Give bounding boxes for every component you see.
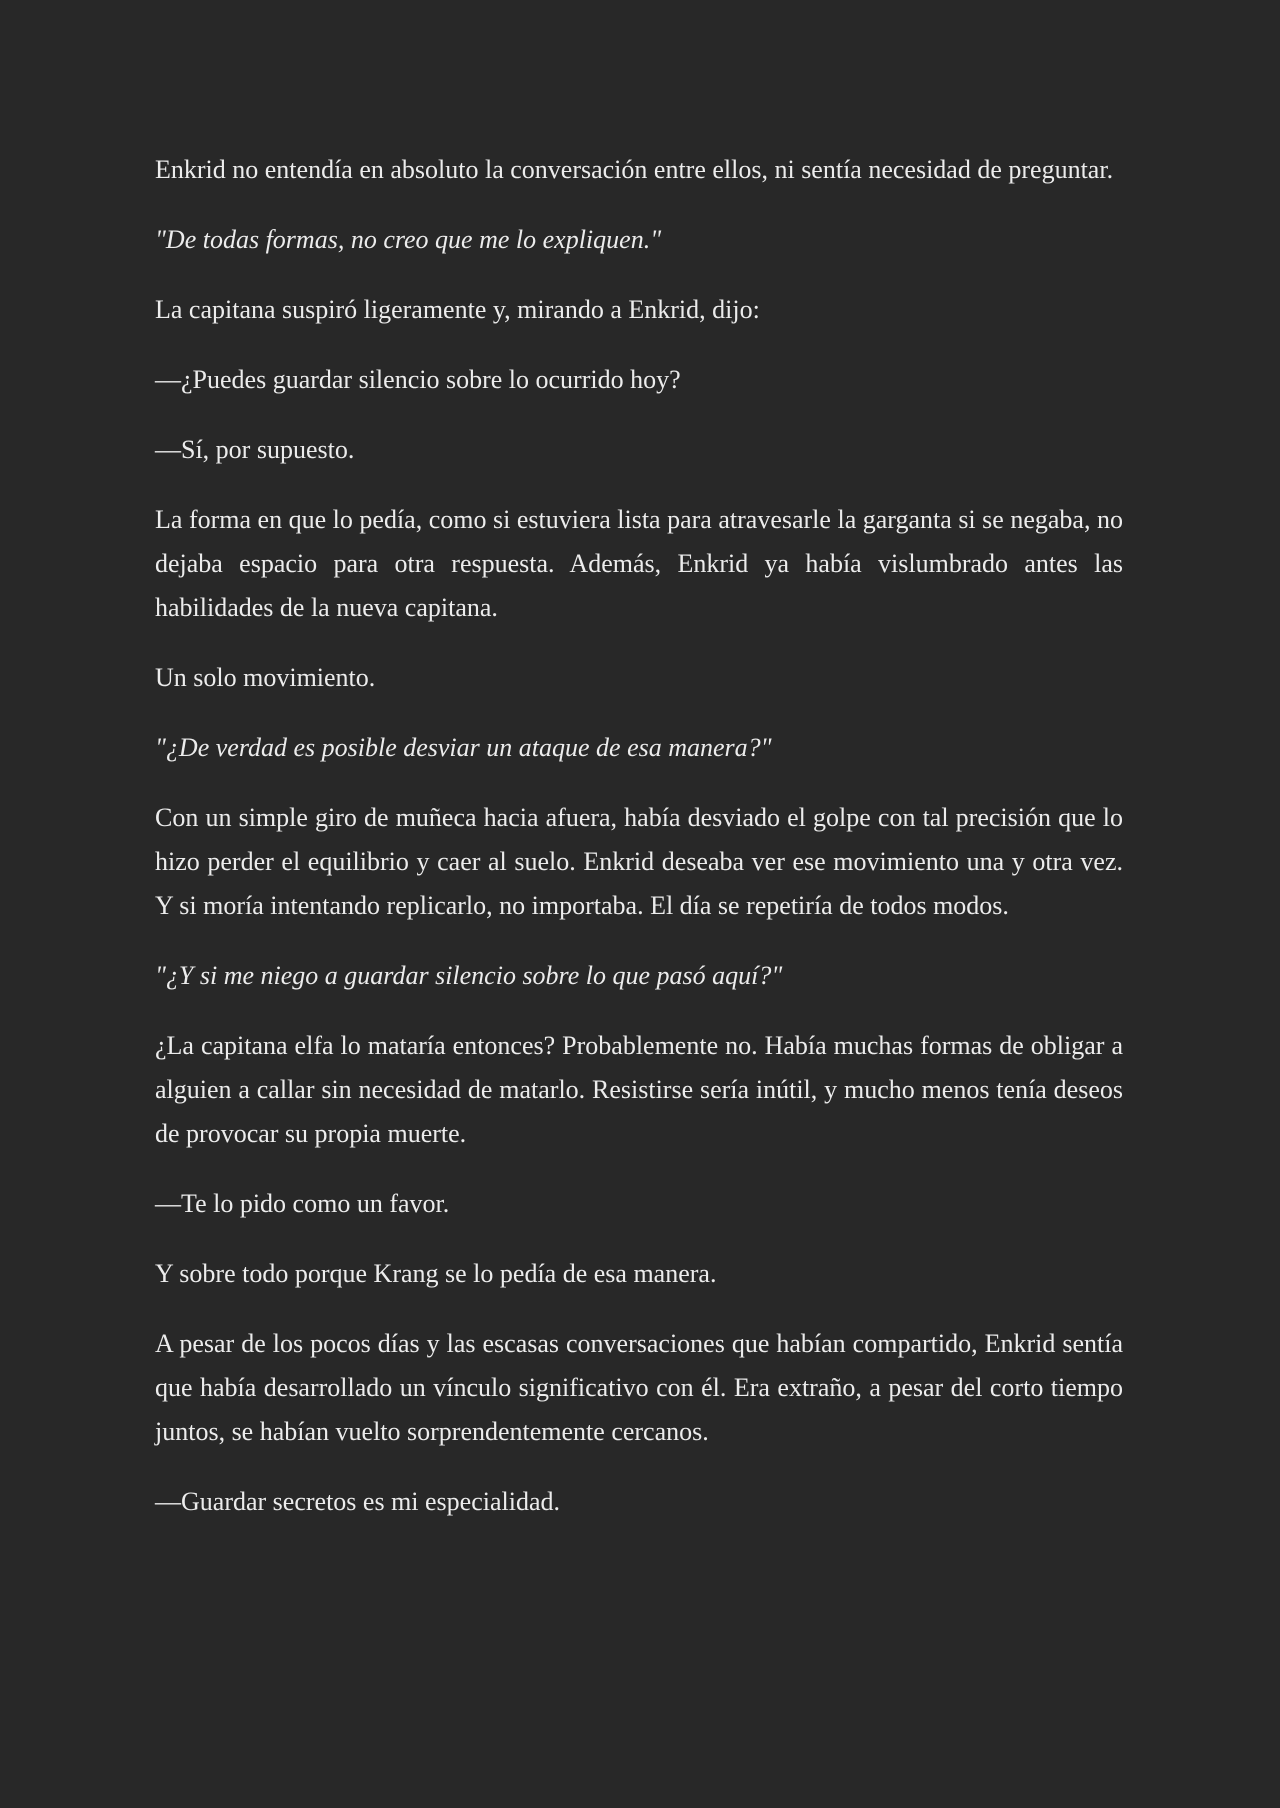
- paragraph-narration: Un solo movimiento.: [155, 663, 376, 692]
- paragraph-thought: "De todas formas, no creo que me lo expliquen.": [155, 225, 662, 254]
- paragraph-narration: Y sobre todo porque Krang se lo pedía de esa manera.: [155, 1259, 717, 1288]
- paragraph-thought: "¿De verdad es posible desviar un ataque de esa manera?": [155, 733, 772, 762]
- paragraph-dialogue: —Sí, por supuesto.: [155, 435, 355, 464]
- reading-page: [155, 148, 1123, 1550]
- paragraph-narration: Con un simple giro de muñeca hacia afuera, había desviado el golpe con tal precisión que lo hizo perder el equilibrio y caer al suelo. Enkrid deseaba ver ese movimiento una y otra vez. Y si moría intentando replicarlo, no importaba. El día se repetiría de todos modos.: [155, 803, 1123, 920]
- paragraph-narration: A pesar de los pocos días y las escasas conversaciones que habían compartido, Enkrid sentía que había desarrollado un vínculo significativo con él. Era extraño, a pesar del corto tiempo juntos, se habían vuelto sorprendentemente cercanos.: [155, 1329, 1123, 1446]
- paragraph-narration: La forma en que lo pedía, como si estuviera lista para atravesarle la garganta si se negaba, no dejaba espacio para otra respuesta. Además, Enkrid ya había vislumbrado antes las habilidades de la nueva capitana.: [155, 505, 1123, 622]
- paragraph-dialogue: —Guardar secretos es mi especialidad.: [155, 1487, 561, 1516]
- paragraph-thought: "¿Y si me niego a guardar silencio sobre lo que pasó aquí?": [155, 961, 783, 990]
- paragraph-narration: Enkrid no entendía en absoluto la conversación entre ellos, ni sentía necesidad de preguntar.: [155, 155, 1114, 184]
- paragraph-narration: ¿La capitana elfa lo mataría entonces? Probablemente no. Había muchas formas de obligar a alguien a callar sin necesidad de matarlo. Resistirse sería inútil, y mucho menos tenía deseos de provocar su propia muerte.: [155, 1031, 1123, 1148]
- paragraph-dialogue: —¿Puedes guardar silencio sobre lo ocurrido hoy?: [155, 365, 681, 394]
- paragraph-narration: La capitana suspiró ligeramente y, mirando a Enkrid, dijo:: [155, 295, 760, 324]
- paragraph-dialogue: —Te lo pido como un favor.: [155, 1189, 450, 1218]
